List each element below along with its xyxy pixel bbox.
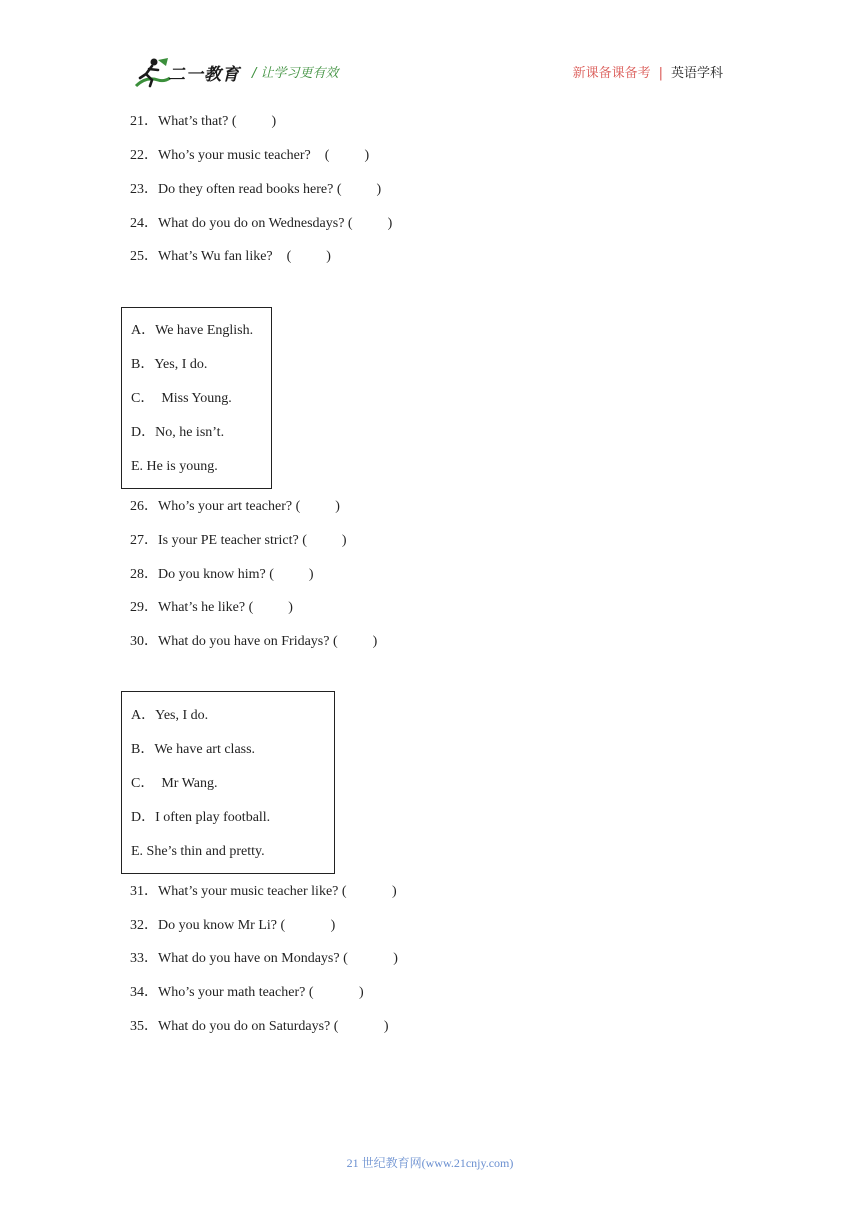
option-b: B．Yes, I do. [131,357,208,372]
page-header [0,0,860,100]
question-25: 25．What’s Wu fan like? ( ) [130,249,331,264]
question-28: 28．Do you know him? ( ) [130,567,314,582]
header-course-label: 新课备课备考 [572,66,651,81]
question-34: 34．Who’s your math teacher? ( ) [130,985,364,1000]
question-24: 24．What do you do on Wednesdays? ( ) [130,216,393,231]
logo-text: 二一教育 [168,65,240,85]
option-e: E. He is young. [131,459,218,474]
option-c: C． Mr Wang. [131,776,218,791]
options-box-2 [121,691,335,874]
header-divider: | [658,66,663,81]
question-23: 23．Do they often read books here? ( ) [130,182,382,197]
option-c: C． Miss Young. [131,391,232,406]
question-22: 22．Who’s your music teacher? ( ) [130,148,370,163]
option-a: A．We have English. [131,323,254,338]
page-footer: 21 世纪教育网(www.21cnjy.com) [346,1156,514,1170]
question-35: 35．What do you do on Saturdays? ( ) [130,1019,389,1034]
option-e: E. She’s thin and pretty. [131,844,265,859]
question-31: 31．What’s your music teacher like? ( ) [130,884,397,899]
question-26: 26．Who’s your art teacher? ( ) [130,499,340,514]
option-b: B．We have art class. [131,742,256,757]
question-30: 30．What do you have on Fridays? ( ) [130,634,378,649]
header-subject [573,62,723,81]
header-subject-label: 英语学科 [670,66,723,81]
question-27: 27．Is your PE teacher strict? ( ) [130,533,347,548]
option-d: D．No, he isn’t. [131,425,225,440]
option-a: A．Yes, I do. [131,708,209,723]
options-box-1 [121,307,272,489]
question-29: 29．What’s he like? ( ) [130,600,293,615]
logo [132,56,242,90]
question-21: 21．What’s that? ( ) [130,114,277,129]
question-33: 33．What do you have on Mondays? ( ) [130,951,398,966]
option-d: D．I often play football. [131,810,271,825]
question-32: 32．Do you know Mr Li? ( ) [130,918,336,933]
runner-logo-icon [132,56,172,90]
header-slogan: / 让学习更有效 [252,66,339,81]
